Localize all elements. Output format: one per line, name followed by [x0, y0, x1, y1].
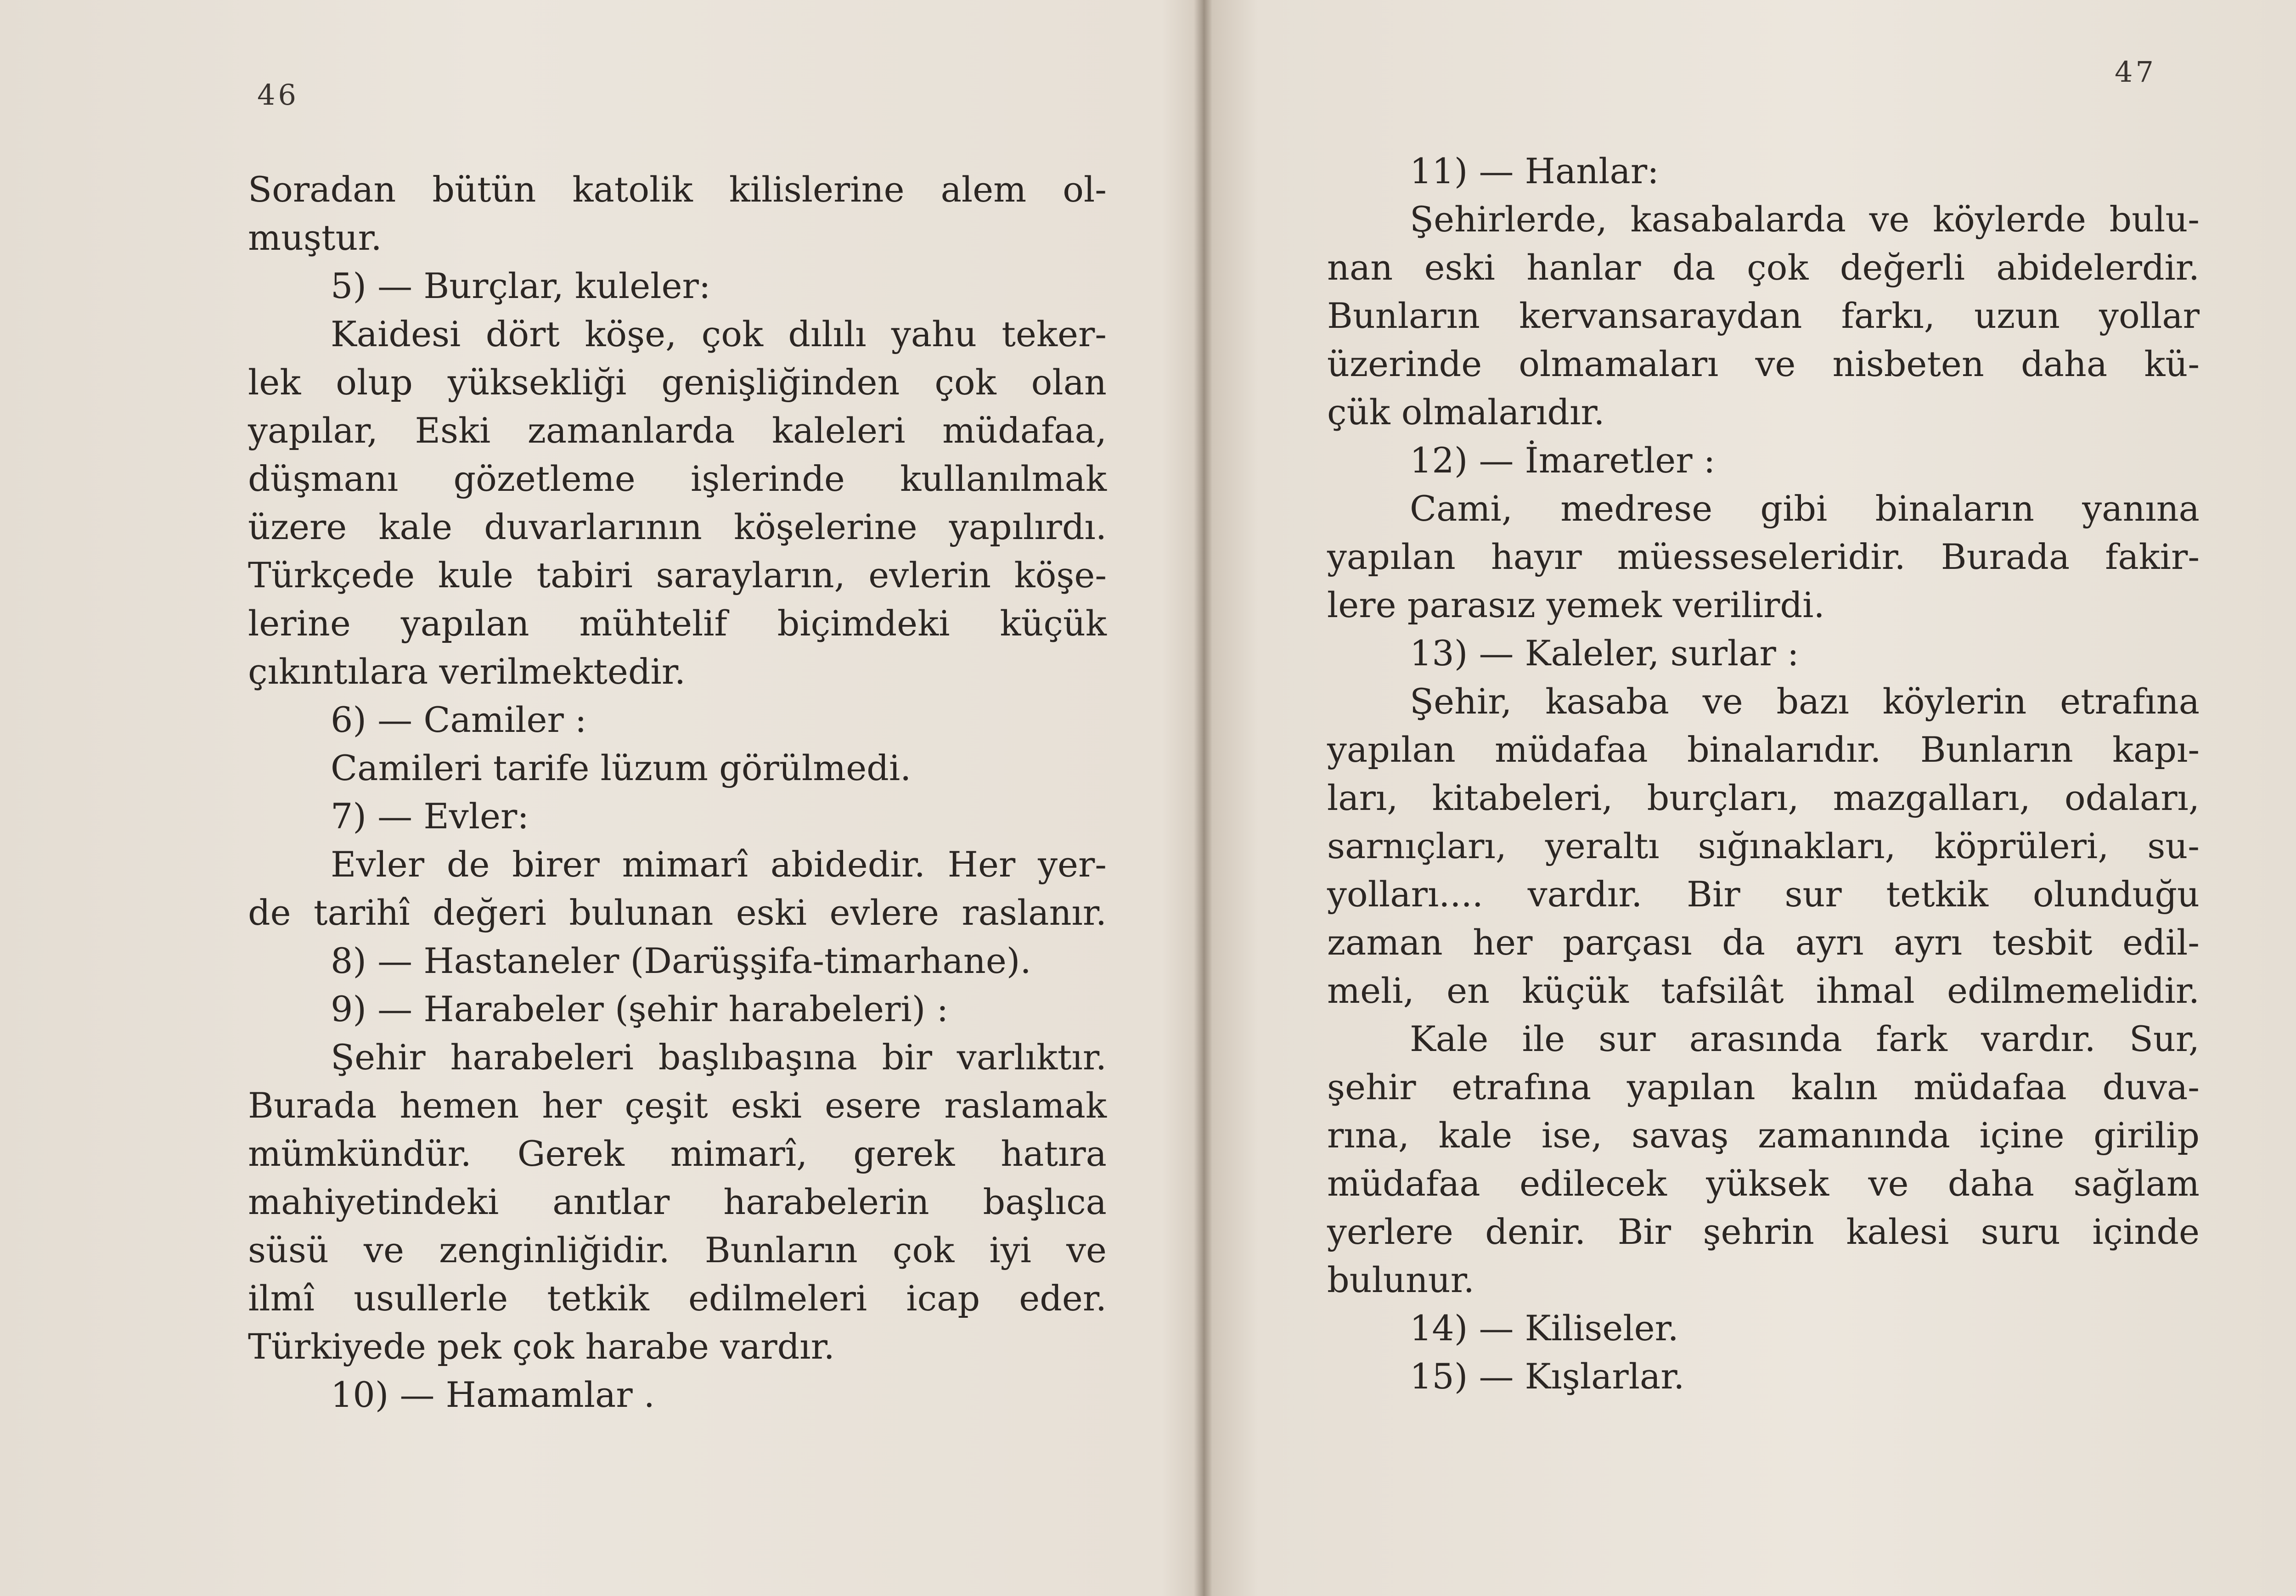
text-line: Kale ile sur arasında fark vardır. Sur, — [1410, 1018, 2200, 1059]
text-line: üzerinde olmamaları ve nisbeten daha kü- — [1327, 343, 2200, 384]
text-line: 9) — Harabeler (şehir harabeleri) : — [331, 989, 949, 1029]
text-line: Cami, medrese gibi binaların yanına — [1410, 488, 2200, 529]
text-line: meli, en küçük tafsilât ihmal edilmemelidir. — [1327, 970, 2200, 1011]
text-line: çük olmalarıdır. — [1327, 392, 1605, 433]
text-line: 8) — Hastaneler (Darüşşifa-timarhane). — [331, 940, 1031, 981]
text-line: sarnıçları, yeraltı sığınakları, köprüleri, su- — [1327, 826, 2200, 866]
text-line: 13) — Kaleler, surlar : — [1410, 633, 1799, 674]
text-line: Şehirlerde, kasabalarda ve köylerde bulu- — [1410, 199, 2200, 240]
text-line: düşmanı gözetleme işlerinde kullanılmak — [248, 458, 1107, 499]
text-line: lere parasız yemek verilirdi. — [1327, 584, 1825, 625]
text-line: şehir etrafına yapılan kalın müdafaa duva- — [1327, 1067, 2200, 1107]
text-line: yapılar, Eski zamanlarda kaleleri müdafaa, — [248, 410, 1107, 451]
page-number-left: 46 — [257, 78, 299, 112]
text-line: yerlere denir. Bir şehrin kalesi suru içinde — [1327, 1211, 2200, 1252]
right-page-text — [1327, 147, 2200, 1400]
text-line: Şehir harabeleri başlıbaşına bir varlıktır. — [331, 1037, 1107, 1078]
page-number-right: 47 — [2115, 55, 2156, 89]
text-line: de tarihî değeri bulunan eski evlere raslanır. — [248, 892, 1107, 933]
text-line: mahiyetindeki anıtlar harabelerin başlıca — [248, 1181, 1107, 1222]
text-line: lek olup yüksekliği genişliğinden çok olan — [248, 362, 1107, 403]
text-line: nan eski hanlar da çok değerli abidelerdir. — [1327, 247, 2200, 288]
text-line: Burada hemen her çeşit eski esere raslamak — [248, 1085, 1107, 1126]
text-line: lerine yapılan mühtelif biçimdeki küçük — [248, 603, 1107, 644]
text-line: Türkçede kule tabiri sarayların, evlerin köşe- — [248, 555, 1107, 596]
text-line: Camileri tarife lüzum görülmedi. — [331, 747, 912, 788]
text-line: 11) — Hanlar: — [1410, 151, 1659, 191]
text-line: muştur. — [248, 217, 382, 258]
text-line: 14) — Kiliseler. — [1410, 1308, 1679, 1349]
text-line: üzere kale duvarlarının köşelerine yapılırdı. — [248, 506, 1107, 547]
text-line: yapılan hayır müesseseleridir. Burada fakir- — [1327, 536, 2200, 577]
right-page — [1212, 0, 2296, 1596]
text-line: Şehir, kasaba ve bazı köylerin etrafına — [1410, 681, 2200, 722]
text-line: Evler de birer mimarî abidedir. Her yer- — [331, 844, 1107, 885]
text-line: 6) — Camiler : — [331, 699, 587, 740]
text-line: 10) — Hamamlar . — [331, 1374, 655, 1415]
left-page-text — [248, 165, 1107, 1419]
text-line: 5) — Burçlar, kuleler: — [331, 265, 711, 306]
text-line: zaman her parçası da ayrı ayrı tesbit edil- — [1327, 922, 2200, 963]
text-line: Soradan bütün katolik kilislerine alem ol- — [248, 169, 1107, 210]
text-line: ları, kitabeleri, burçları, mazgalları, odaları, — [1327, 777, 2200, 818]
text-line: 12) — İmaretler : — [1410, 440, 1716, 481]
text-line: süsü ve zenginliğidir. Bunların çok iyi ve — [248, 1230, 1107, 1270]
text-line: bulunur. — [1327, 1259, 1474, 1300]
text-line: mümkündür. Gerek mimarî, gerek hatıra — [248, 1133, 1107, 1174]
text-line: 15) — Kışlarlar. — [1410, 1356, 1685, 1397]
text-line: yolları.... vardır. Bir sur tetkik olunduğu — [1327, 874, 2200, 915]
text-line: rına, kale ise, savaş zamanında içine girilip — [1327, 1115, 2200, 1156]
text-line: 7) — Evler: — [331, 796, 529, 837]
text-line: yapılan müdafaa binalarıdır. Bunların kapı- — [1327, 729, 2200, 770]
text-line: Türkiyede pek çok harabe vardır. — [248, 1326, 835, 1367]
text-line: çıkıntılara verilmektedir. — [248, 651, 686, 692]
text-line: ilmî usullerle tetkik edilmeleri icap eder. — [248, 1278, 1107, 1319]
text-line: müdafaa edilecek yüksek ve daha sağlam — [1327, 1163, 2200, 1204]
text-line: Bunların kervansaraydan farkı, uzun yollar — [1327, 295, 2200, 336]
text-line: Kaidesi dört köşe, çok dılılı yahu teker- — [331, 314, 1107, 354]
